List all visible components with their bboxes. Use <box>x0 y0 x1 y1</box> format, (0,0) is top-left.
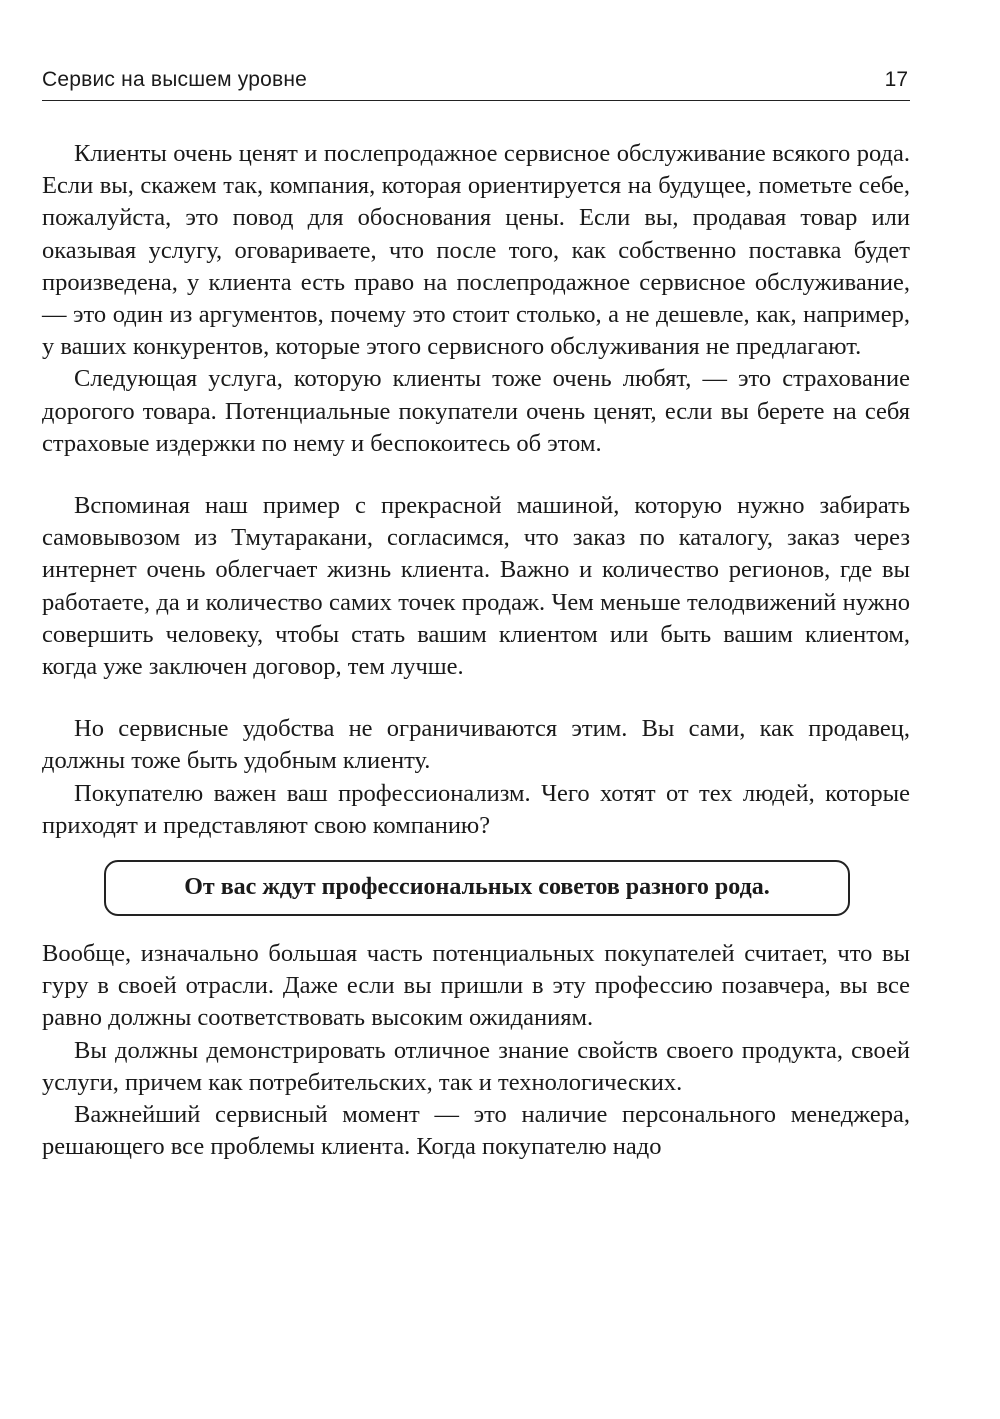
paragraph-after-sales: Клиенты очень ценят и послепродажное сервисное обслуживание всякого рода. Если вы, скажем так, компания, которая ориентируется на будущее, пометьте себе, пожалуйста, это повод для обоснования цены. Если вы, продавая товар или оказывая услугу, оговариваете, что после того, как собственно поставка будет произведена, у клиента есть право на послепродажное сервисное обслуживание, — это один из аргументов, почему это стоит столько, а не дешевле, как, например, у ваших конкурентов, которые этого сервисного обслуживания не предлагают. <box>42 140 910 361</box>
paragraph-delivery-convenience: Вспоминая наш пример с прекрасной машиной, которую нужно забирать самовывозом из Тмутаракани, согласимся, что заказ по каталогу, заказ через интернет очень облегчает жизнь клиента. Важно и количество регионов, где вы работаете, да и количество самих точек продаж. Чем меньше телодвижений нужно совершить человеку, чтобы стать вашим клиентом или быть вашим клиентом, когда уже заключен договор, тем лучше. <box>42 492 910 681</box>
paragraph-personal-manager: Важнейший сервисный момент — это наличие персонального менеджера, решающего все проблемы клиента. Когда покупателю надо <box>42 1101 910 1161</box>
body-text <box>42 138 910 1163</box>
page-number: 17 <box>884 68 908 91</box>
callout-box: От вас ждут профессиональных советов разного рода. <box>104 860 850 916</box>
paragraph-professionalism: Покупателю важен ваш профессионализм. Чего хотят от тех людей, которые приходят и представляют свою компанию? <box>42 779 910 839</box>
paragraph-guru-expectations: Вообще, изначально большая часть потенциальных покупателей считает, что вы гуру в своей отрасли. Даже если вы пришли в эту профессию позавчера, вы все равно должны соответствовать высоким ожиданиям. <box>42 940 910 1032</box>
running-header <box>42 66 910 101</box>
running-title: Сервис на высшем уровне <box>42 68 308 91</box>
paragraph-insurance: Следующая услуга, которую клиенты тоже очень любят, — это страхование дорогого товара. Потенциальные покупатели очень ценят, если вы берете на себя страховые издержки по нему и беспокоитесь об этом. <box>42 365 910 457</box>
paragraph-seller-convenience: Но сервисные удобства не ограничиваются этим. Вы сами, как продавец, должны тоже быть удобным клиенту. <box>42 715 910 775</box>
paragraph-product-knowledge: Вы должны демонстрировать отличное знание свойств своего продукта, своей услуги, причем как потребительских, так и технологических. <box>42 1036 910 1096</box>
